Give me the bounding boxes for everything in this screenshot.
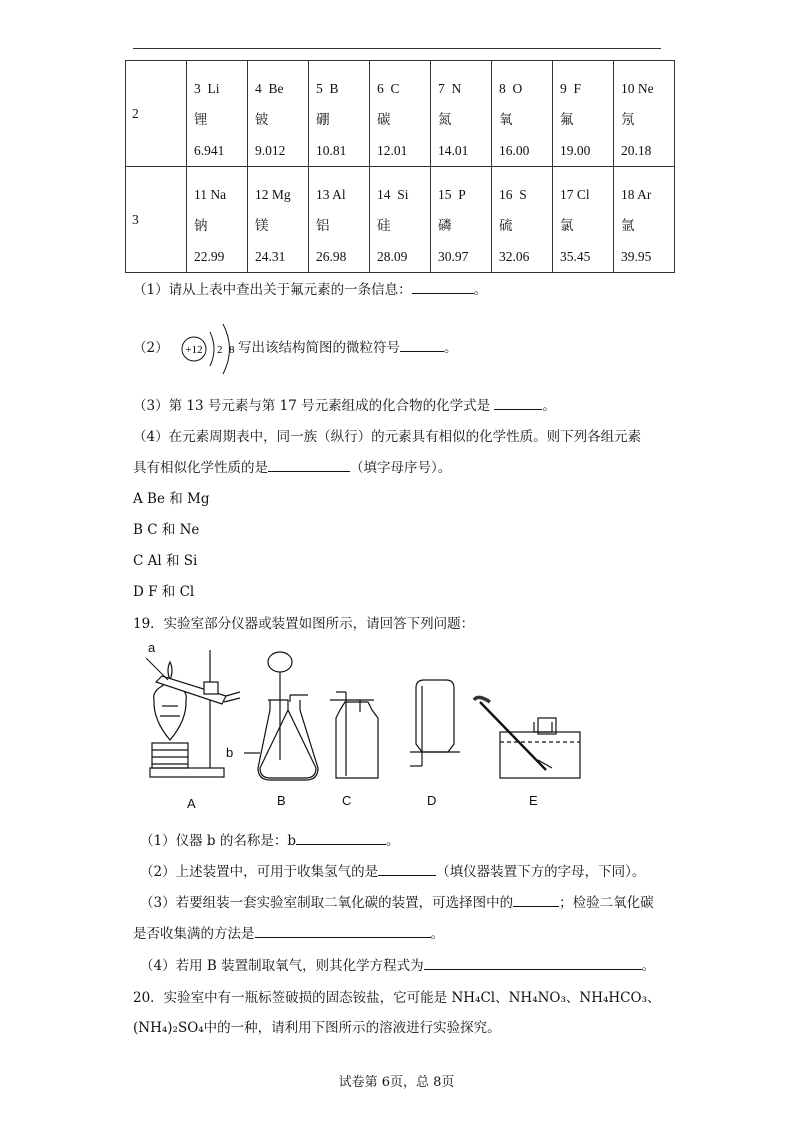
element-cell — [309, 167, 370, 273]
clamp — [204, 682, 218, 694]
delivery-tube — [480, 702, 546, 770]
element-mass: 26.98 — [316, 249, 347, 264]
option-a: A Be 和 Mg — [133, 491, 210, 507]
q20-line1: 20．实验室中有一瓶标签破损的固态铵盐，它可能是 NH₄Cl、NH₄NO₃、NH₄HCO₃、 — [133, 990, 661, 1006]
element-name: 锂 — [194, 112, 208, 127]
lamp-flame — [168, 662, 172, 680]
element-mass: 9.012 — [255, 143, 286, 158]
element-cell — [370, 61, 431, 167]
element-symbol: 13 Al — [316, 187, 346, 202]
element-mass: 22.99 — [194, 249, 225, 264]
element-mass: 39.95 — [621, 249, 652, 264]
q18-part2-num: （2） — [133, 340, 169, 356]
apparatus-figure — [140, 640, 600, 815]
answer-blank[interactable] — [513, 894, 559, 907]
answer-blank[interactable] — [296, 832, 386, 845]
answer-blank[interactable] — [400, 339, 444, 352]
element-mass: 30.97 — [438, 249, 469, 264]
element-symbol: 12 Mg — [255, 187, 291, 202]
shell1-count: 2 — [217, 344, 223, 356]
period-number: 3 — [126, 167, 187, 273]
table-row — [126, 167, 675, 273]
element-cell — [492, 167, 553, 273]
element-name: 氟 — [560, 112, 574, 127]
q19-part3b: 是否收集满的方法是 。 — [133, 926, 444, 942]
element-mass: 19.00 — [560, 143, 591, 158]
element-name: 氩 — [621, 218, 635, 233]
conical-flask — [258, 700, 318, 780]
gas-bottle-c — [336, 702, 378, 778]
q20-line2: (NH₄)₂SO₄中的一种，请利用下图所示的溶液进行实验探究。 — [133, 1020, 501, 1036]
element-cell — [431, 61, 492, 167]
element-mass: 28.09 — [377, 249, 408, 264]
option-b: B C 和 Ne — [133, 522, 200, 538]
fig-label-a: A — [187, 796, 196, 811]
element-symbol: 15 P — [438, 187, 466, 202]
answer-blank[interactable] — [255, 925, 431, 938]
label-b: b — [226, 745, 234, 760]
element-cell — [187, 61, 248, 167]
q19-part1: （1）仪器 b 的名称是：b 。 — [140, 833, 400, 849]
answer-blank[interactable] — [412, 281, 474, 294]
table-row — [126, 61, 675, 167]
fig-label-b: B — [277, 793, 286, 808]
element-name: 硅 — [377, 218, 391, 233]
funnel-top — [268, 652, 292, 672]
element-name: 氧 — [499, 112, 513, 127]
element-cell — [553, 167, 614, 273]
element-name: 碳 — [377, 112, 391, 127]
element-name: 钠 — [194, 218, 208, 233]
element-cell — [614, 167, 675, 273]
periodic-table — [125, 60, 675, 273]
element-name: 氯 — [560, 218, 574, 233]
q19-part3a: （3）若要组装一套实验室制取二氧化碳的装置，可选择图中的 ；检验二氧化碳 — [140, 895, 654, 911]
q19-title: 19．实验室部分仪器或装置如图所示，请回答下列问题： — [133, 616, 475, 632]
element-name: 氖 — [621, 112, 635, 127]
element-symbol: 10 Ne — [621, 81, 654, 96]
label-a: a — [148, 640, 156, 655]
element-symbol: 11 Na — [194, 187, 227, 202]
element-name: 硫 — [499, 218, 513, 233]
element-cell — [187, 167, 248, 273]
q19-part4: （4）若用 B 装置制取氧气，则其化学方程式为 。 — [140, 958, 656, 974]
option-c: C Al 和 Si — [133, 553, 198, 569]
element-symbol: 3 Li — [194, 81, 220, 96]
element-symbol: 14 Si — [377, 187, 409, 202]
element-mass: 32.06 — [499, 249, 530, 264]
element-symbol: 5 B — [316, 81, 339, 96]
q19-part2: （2）上述装置中，可用于收集氢气的是 （填仪器装置下方的字母，下同）。 — [140, 864, 646, 880]
element-mass: 16.00 — [499, 143, 530, 158]
stand-base — [150, 768, 224, 777]
element-symbol: 18 Ar — [621, 187, 652, 202]
element-mass: 24.31 — [255, 249, 286, 264]
water-trough — [500, 732, 580, 778]
answer-blank[interactable] — [494, 397, 542, 410]
element-name: 铝 — [316, 218, 330, 233]
element-name: 氮 — [438, 112, 452, 127]
fig-label-c: C — [342, 793, 352, 808]
element-mass: 10.81 — [316, 143, 347, 158]
page-footer: 试卷第 6页，总 8页 — [338, 1075, 455, 1090]
element-name: 镁 — [255, 218, 269, 233]
answer-blank[interactable] — [424, 957, 642, 970]
element-mass: 12.01 — [377, 143, 408, 158]
leader-a — [146, 658, 168, 680]
element-symbol: 8 O — [499, 81, 523, 96]
element-cell — [248, 167, 309, 273]
fig-label-e: E — [529, 793, 538, 808]
element-mass: 6.941 — [194, 143, 225, 158]
q18-part2: 写出该结构简图的微粒符号 。 — [238, 340, 458, 356]
element-cell — [248, 61, 309, 167]
element-mass: 20.18 — [621, 143, 652, 158]
q18-part4b: 具有相似化学性质的是 （填字母序号）。 — [133, 460, 452, 476]
element-cell — [614, 61, 675, 167]
answer-blank[interactable] — [378, 863, 436, 876]
element-symbol: 4 Be — [255, 81, 284, 96]
q18-part1: （1）请从上表中查出关于氟元素的一条信息： 。 — [133, 282, 488, 298]
element-cell — [553, 61, 614, 167]
element-name: 铍 — [255, 112, 269, 127]
element-cell — [492, 61, 553, 167]
q18-part4a: （4）在元素周期表中，同一族（纵行）的元素具有相似的化学性质。则下列各组元素 — [133, 429, 642, 445]
element-cell — [370, 167, 431, 273]
element-symbol: 17 Cl — [560, 187, 590, 202]
period-number: 2 — [126, 61, 187, 167]
nucleus-charge: +12 — [185, 344, 203, 356]
element-name: 硼 — [316, 112, 330, 127]
shell2-count: 8 — [229, 344, 235, 356]
answer-blank[interactable] — [268, 459, 350, 472]
fig-label-d: D — [427, 793, 437, 808]
element-symbol: 9 F — [560, 81, 582, 96]
element-name: 磷 — [438, 218, 452, 233]
element-mass: 14.01 — [438, 143, 469, 158]
element-cell — [309, 61, 370, 167]
electron-shell-1 — [210, 332, 214, 366]
q18-part3: （3）第 13 号元素与第 17 号元素组成的化合物的化学式是 。 — [133, 398, 556, 414]
element-mass: 35.45 — [560, 249, 591, 264]
element-symbol: 7 N — [438, 81, 462, 96]
element-symbol: 16 S — [499, 187, 527, 202]
element-cell — [431, 167, 492, 273]
option-d: D F 和 Cl — [133, 584, 195, 600]
element-symbol: 6 C — [377, 81, 400, 96]
header-rule — [133, 48, 661, 49]
